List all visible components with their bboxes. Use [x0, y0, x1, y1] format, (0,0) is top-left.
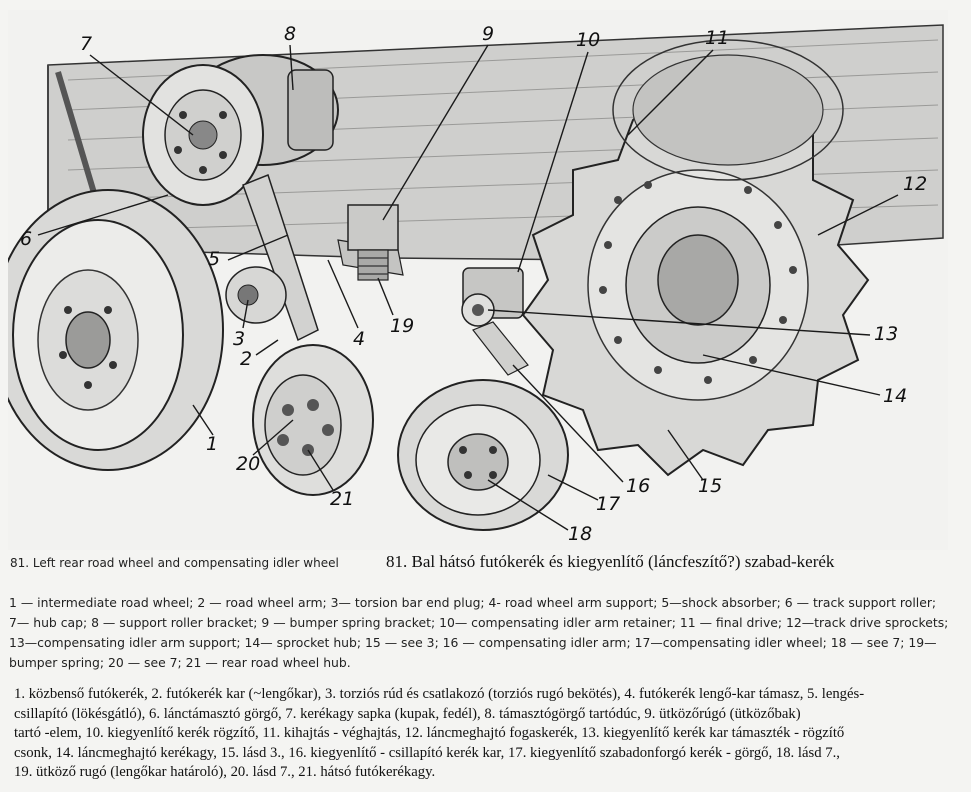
legend-english-line: 13—compensating idler arm support; 14— sprocket hub; 15 — see 3; 16 — compensating idler arm; 17—compensating idler wheel; 18 — see 7; 19—: [9, 635, 937, 650]
callout-19: 19: [390, 315, 415, 337]
legend-english: [9, 593, 964, 673]
callout-6: 6: [20, 228, 33, 250]
callout-17: 17: [596, 493, 621, 515]
legend-hungarian: [14, 685, 962, 783]
legend-hungarian-line: csonk, 14. láncmeghajtó kerékagy, 15. lásd 3., 16. kiegyenlítő - csillapító kerék kar, 17. kiegyenlítő szabadonforgó kerék - görgő, 18. lásd 7.,: [14, 744, 840, 761]
callout-4: 4: [353, 328, 366, 350]
legend-hungarian-line: 1. közbenső futókerék, 2. futókerék kar (~lengőkar), 3. torziós rúd és csatlakozó (torziós rugó bekötés), 4. futókerék lengő-kar támasz, 5. lengés-: [14, 686, 865, 702]
callout-14: 14: [883, 385, 908, 407]
road-wheel-drawing: [8, 10, 948, 550]
rear-road-wheel-hub: [253, 345, 373, 495]
callout-21: 21: [330, 488, 355, 510]
legend-english-line: 1 — intermediate road wheel; 2 — road wheel arm; 3— torsion bar end plug; 4- road wheel arm support; 5—shock absorber; 6 — track support roller;: [9, 595, 937, 610]
callout-16: 16: [626, 475, 651, 497]
callout-10: 10: [576, 29, 601, 51]
callout-13: 13: [874, 323, 899, 345]
callout-15: 15: [698, 475, 723, 497]
callout-9: 9: [482, 23, 495, 45]
callout-5: 5: [208, 248, 221, 270]
callout-1: 1: [206, 433, 219, 455]
caption-hungarian: 81. Bal hátsó futókerék és kiegyenlítő (láncfeszítő?) szabad-kerék: [386, 552, 835, 571]
callout-11: 11: [705, 27, 730, 49]
callout-18: 18: [568, 523, 593, 545]
callout-20: 20: [236, 453, 261, 475]
callout-12: 12: [903, 173, 928, 195]
legend-english-line: bumper spring; 20 — see 7; 21 — rear road wheel hub.: [9, 655, 351, 670]
callout-3: 3: [233, 328, 246, 350]
callout-2: 2: [240, 348, 253, 370]
legend-hungarian-line: csillapító (lökésgátló), 6. lánctámasztó görgő, 7. kerékagy sapka (kupak, fedél), 8. támasztógörgő tartódúc, 9. ütközőrúgó (ütközőbak): [14, 705, 801, 722]
legend-english-line: 7— hub cap; 8 — support roller bracket; 9 — bumper spring bracket; 10— compensating idler arm retainer; 11 — final drive; 12—track drive sprockets;: [9, 615, 949, 630]
intermediate-road-wheel: [8, 190, 223, 470]
callout-8: 8: [284, 23, 297, 45]
technical-illustration: [8, 10, 948, 550]
legend-hungarian-line: 19. ütköző rugó (lengőkar határoló), 20. lásd 7., 21. hátsó futókerékagy.: [14, 764, 436, 780]
legend-hungarian-line: tartó -elem, 10. kiegyenlítő kerék rögzítő, 11. kihajtás - véghajtás, 12. láncmeghajtó fogaskerék, 13. kiegyenlítő kerék kar támaszték - rögzítő: [14, 725, 845, 741]
callout-7: 7: [80, 33, 93, 55]
caption-english: 81. Left rear road wheel and compensating idler wheel: [10, 556, 339, 570]
